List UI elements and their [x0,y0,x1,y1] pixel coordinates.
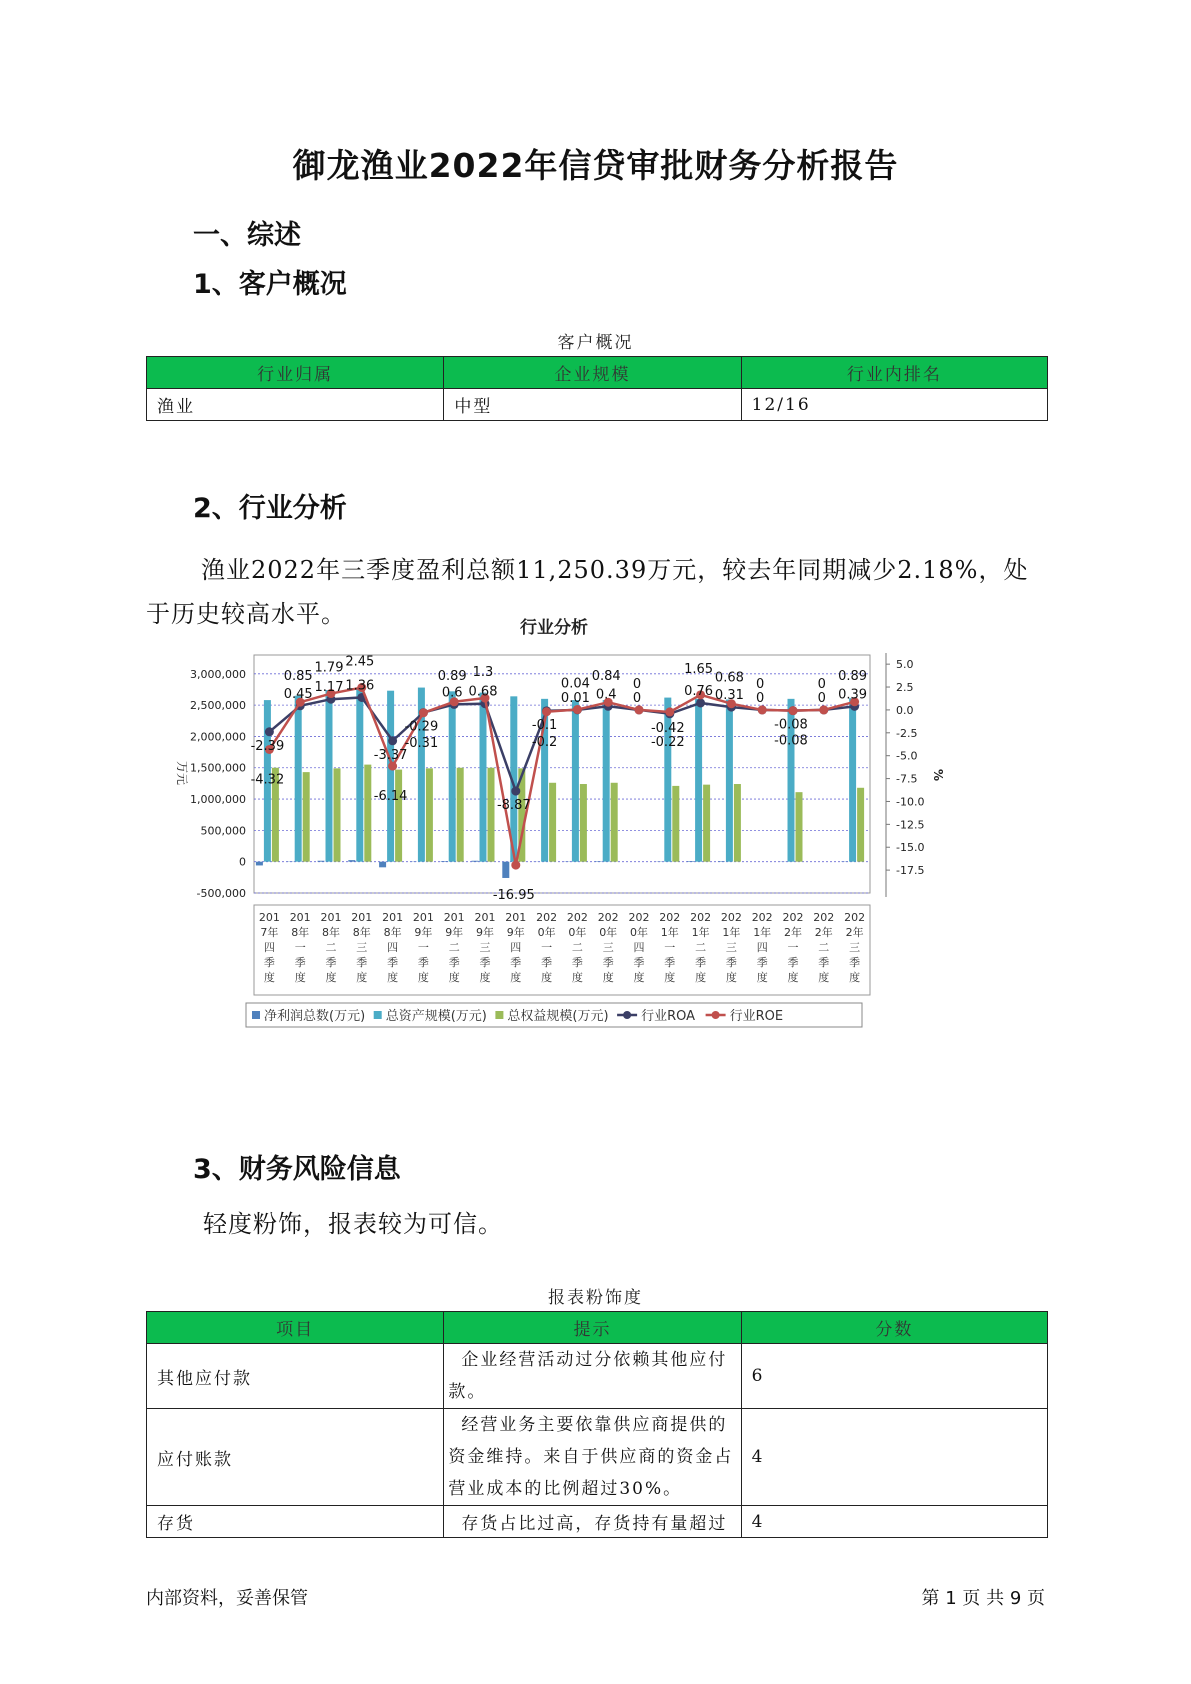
chart-point [758,705,767,714]
x-tick-label: 202 1年四季度 [751,911,773,984]
table-row [147,1409,1048,1506]
chart-data-label: -8.87 [496,798,531,814]
report-cell-item: 存货 [147,1506,444,1538]
chart-bar [256,862,263,866]
risk-text: 轻度粉饰，报表较为可信。 [203,1210,503,1238]
chart-data-label: -0.22 [650,734,685,750]
report-header-score: 分数 [741,1312,1047,1344]
chart-point [573,705,582,714]
chart-bar [611,783,618,862]
y-left-tick-label: 2,000,000 [190,730,246,744]
chart-data-label: 1.17 [314,680,344,696]
y-left-tick-label: 2,500,000 [190,699,246,713]
chart-data-label: -0.1 [531,717,558,733]
chart-data-label: 1.3 [472,665,494,681]
x-tick-label: 202 1年三季度 [720,911,742,984]
chart-data-label: 0.6 [441,685,463,701]
y-left-tick-label: 1,500,000 [190,761,246,775]
report-cell-hint: 经营业务主要依靠供应商提供的资金维持。来自于供应商的资金占营业成本的比例超过30%。 [444,1409,741,1506]
x-tick-label: 201 7年四季度 [258,911,280,984]
chart-point [789,706,798,715]
report-table-caption: 报表粉饰度 [548,1288,643,1308]
chart-bar [849,698,856,861]
legend-swatch [374,1011,382,1019]
chart-data-label: -0.08 [774,717,808,733]
chart-point [388,762,397,771]
y-left-tick-label: 1,000,000 [190,793,246,807]
x-tick-label: 202 2年一季度 [782,911,804,984]
legend-label: 总资产规模(万元) [385,1009,487,1024]
industry-chart [164,615,1024,1125]
y-right-axis-title: % [931,768,945,782]
section-heading-overview: 一、综述 [193,220,301,251]
chart-bar [449,691,456,861]
chart-bar [356,688,363,861]
table-row [147,1344,1048,1409]
section-heading-risk: 3、财务风险信息 [193,1154,401,1185]
footer-page-number: 第 1 页 共 9 页 [921,1588,1045,1609]
x-tick-label: 202 2年二季度 [813,911,835,984]
chart-data-label: 2.45 [345,654,375,670]
chart-data-label: 0 [817,690,826,706]
legend-label: 总权益规模(万元) [507,1009,609,1024]
chart-bar [857,788,864,862]
chart-bar [387,691,394,862]
chart-bar [441,861,448,862]
y-left-tick-label: -500,000 [196,887,246,900]
client-table-caption: 客户概况 [557,333,634,353]
y-right-tick-label: -17.5 [896,864,925,878]
x-tick-label: 202 0年四季度 [628,911,650,984]
chart-data-label: 0.04 [560,676,590,692]
x-tick-label: 201 8年二季度 [320,911,342,984]
chart-bar [703,785,710,862]
report-cell-hint: 企业经营活动过分依赖其他应付款。 [444,1344,741,1409]
chart-point [635,705,644,714]
legend-swatch [252,1011,260,1019]
chart-data-label: -0.29 [404,719,439,735]
chart-point [696,698,705,707]
chart-bar [395,770,402,862]
chart-title: 行业分析 [520,618,588,638]
report-cell-item: 应付账款 [147,1409,444,1506]
industry-chart-svg [164,615,1024,1125]
y-right-tick-label: 0.0 [896,703,914,717]
chart-bar [379,862,386,868]
legend-swatch [623,1011,631,1019]
y-right-tick-label: -5.0 [896,749,918,763]
x-tick-label: 202 0年二季度 [566,911,588,984]
chart-data-label: 0.85 [283,669,313,685]
chart-bar [672,786,679,862]
report-header-item: 项目 [147,1312,444,1344]
x-axis-label-area [254,905,870,995]
section-heading-client: 1、客户概况 [193,269,347,300]
chart-bar [318,861,325,862]
chart-data-label: 0 [817,676,826,692]
table-row [147,1506,1048,1538]
chart-data-label: -0.42 [650,720,685,736]
x-tick-label: 202 1年一季度 [659,911,681,984]
chart-bar [326,690,333,862]
legend-label: 净利润总数(万元) [264,1009,366,1024]
y-right-tick-label: 2.5 [896,681,914,695]
chart-bar [734,784,741,862]
client-header-scale: 企业规模 [444,357,741,389]
x-tick-label: 201 8年一季度 [289,911,311,984]
chart-data-label: 0.68 [714,670,744,686]
chart-data-label: -2.39 [250,738,285,754]
chart-data-label: -4.32 [250,772,285,788]
x-tick-label: 201 9年二季度 [443,911,465,984]
chart-point [419,708,428,717]
chart-data-label: -0.08 [774,733,808,749]
report-cell-hint: 存货占比过高，存货持有量超过 [444,1506,741,1538]
chart-data-label: 0.39 [838,687,868,703]
chart-bar [348,860,355,862]
chart-data-label: -0.2 [531,734,558,750]
chart-bar [687,861,694,862]
chart-data-label: 0.4 [595,687,617,703]
x-tick-label: 202 1年二季度 [690,911,712,984]
chart-bar [295,696,302,862]
chart-bar [603,700,610,862]
chart-point [511,861,520,870]
legend-swatch [712,1011,720,1019]
x-tick-label: 202 0年一季度 [536,911,558,984]
x-tick-label: 201 9年一季度 [412,911,434,984]
y-left-tick-label: 500,000 [200,824,246,838]
chart-bar [572,700,579,862]
x-tick-label: 201 8年三季度 [351,911,373,984]
chart-bar [695,699,702,862]
chart-data-label: -3.37 [373,747,408,763]
chart-data-label: 0 [632,676,642,692]
legend-label: 行业ROA [641,1009,696,1024]
x-tick-label: 202 0年三季度 [597,911,619,984]
chart-bar [718,861,725,862]
client-cell-rank: 12/16 [741,389,1047,421]
chart-bar [472,861,479,862]
client-header-rank: 行业内排名 [741,357,1047,389]
chart-data-label: 0 [756,690,765,706]
legend-label: 行业ROE [729,1009,784,1024]
x-tick-label: 201 8年四季度 [382,911,404,984]
chart-data-label: 0.89 [838,668,868,684]
y-right-tick-label: -10.0 [896,795,925,809]
y-right-tick-label: -7.5 [896,772,918,786]
chart-bar [796,792,803,862]
chart-point [511,787,520,796]
chart-point [265,727,274,736]
chart-data-label: 1.79 [314,660,344,676]
chart-bar [334,768,341,861]
chart-data-label: 1.65 [684,661,714,677]
chart-bar [726,699,733,861]
chart-point [665,707,674,716]
section-heading-industry: 2、行业分析 [193,493,347,524]
y-left-tick-label: 0 [239,855,246,869]
chart-data-label: 0.89 [437,668,467,684]
legend-swatch [495,1011,503,1019]
y-right-tick-label: -12.5 [896,818,925,832]
chart-bar [502,862,509,878]
chart-data-label: -16.95 [492,888,535,904]
chart-data-label: 0.68 [468,684,498,700]
chart-bar [480,693,487,862]
report-table [146,1311,1048,1538]
chart-point [819,705,828,714]
chart-data-label: 0.84 [591,669,621,685]
report-header-hint: 提示 [444,1312,741,1344]
report-cell-score: 6 [741,1344,1047,1409]
y-left-tick-label: 3,000,000 [190,667,246,681]
y-right-tick-label: -2.5 [896,726,918,740]
chart-data-label: 0.76 [684,683,714,699]
report-cell-score: 4 [741,1409,1047,1506]
chart-bar [488,768,495,862]
industry-analysis-text: 渔业2022年三季度盈利总额11,250.39万元，较去年同期减少2.18%，处于历史较高水平。 [146,556,1029,628]
chart-bar [595,861,602,862]
client-header-industry: 行业归属 [147,357,444,389]
x-tick-label: 201 9年四季度 [505,911,527,984]
chart-bar [457,768,464,862]
chart-point [542,707,551,716]
client-table [146,356,1048,421]
y-right-tick-label: -15.0 [896,841,925,855]
chart-bar [303,772,310,862]
chart-data-label: 0.01 [560,690,590,706]
report-cell-item: 其他应付款 [147,1344,444,1409]
chart-bar [580,784,587,862]
footer-confidential: 内部资料，妥善保管 [146,1588,308,1609]
chart-data-label: 0.45 [283,686,313,702]
chart-point [388,736,397,745]
chart-bar [549,783,556,862]
chart-bar [364,765,371,862]
chart-data-label: 1.36 [345,678,375,694]
chart-data-label: 0 [756,676,765,692]
y-right-tick-label: 5.0 [896,658,914,672]
report-cell-score: 4 [741,1506,1047,1538]
x-tick-label: 202 2年三季度 [844,911,866,984]
client-cell-industry: 渔业 [147,389,444,421]
chart-bar [426,768,433,861]
x-tick-label: 201 9年三季度 [474,911,496,984]
client-cell-scale: 中型 [444,389,741,421]
chart-data-label: -6.14 [373,789,408,805]
y-left-axis-title: 万元 [175,760,189,786]
chart-data-label: 0.31 [714,688,744,704]
page-title: 御龙渔业2022年信贷审批财务分析报告 [292,146,899,185]
chart-data-label: 0 [632,690,642,706]
chart-data-label: -0.31 [404,735,439,751]
